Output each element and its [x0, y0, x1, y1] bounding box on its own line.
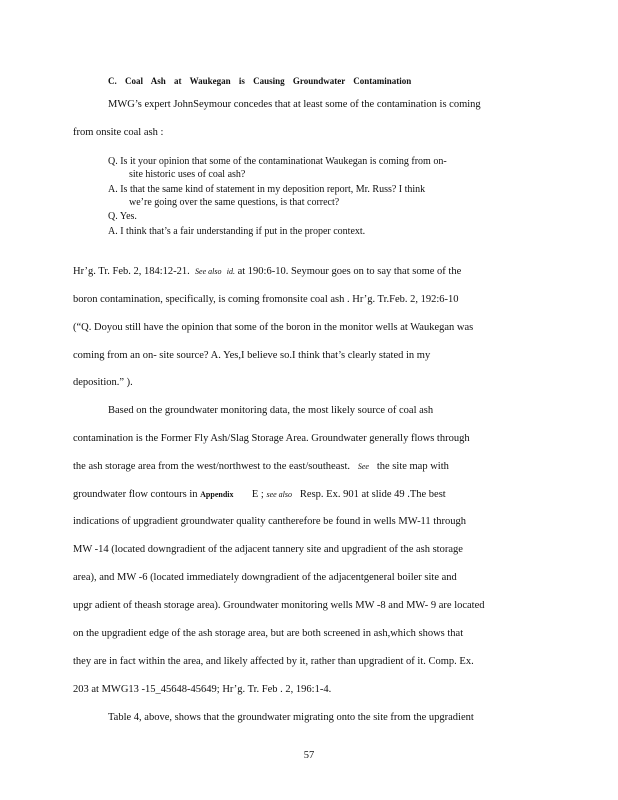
paragraph-line: (“Q. Doyou still have the opinion that some of the boron in the monitor wells at Waukegan was [73, 322, 474, 333]
quote-line: site historic uses of coal ash? [129, 169, 246, 180]
signal-see: See [357, 462, 369, 471]
paragraph-line: boron contamination, specifically, is coming fromonsite coal ash . Hr’g. Tr.Feb. 2, 192:6-10 [73, 294, 459, 305]
paragraph-text: Resp. Ex. 901 at slide 49 .The best [299, 489, 446, 500]
paragraph-line: MWG’s expert JohnSeymour concedes that at least some of the contamination is coming [108, 99, 481, 110]
paragraph-line: area), and MW -6 (located immediately downgradient of the adjacentgeneral boiler site and [73, 572, 457, 583]
citation-text: Hr’g. Tr. Feb. 2, 184:12-21. [73, 266, 190, 277]
citation-text: at 190:6-10. Seymour goes on to say that some of the [237, 266, 462, 277]
signal-see-also: See also [195, 267, 222, 276]
quote-line: Q. Yes. [108, 211, 137, 222]
paragraph-line [73, 460, 449, 474]
paragraph-line: indications of upgradient groundwater quality cantherefore be found in wells MW-11 through [73, 516, 466, 527]
paragraph-line: upgr adient of theash storage area). Groundwater monitoring wells MW -8 and MW- 9 are located [73, 600, 485, 611]
quote-line: A. Is that the same kind of statement in my deposition report, Mr. Russ? I think [108, 184, 426, 195]
paragraph-text: groundwater flow contours in [73, 489, 198, 500]
quote-line: Q. Is it your opinion that some of the contaminationat Waukegan is coming from on- [108, 156, 447, 167]
section-heading: C. Coal Ash at Waukegan is Causing Groundwater Contamination [108, 76, 412, 86]
paragraph-line: deposition.” ). [73, 377, 133, 388]
quote-line: A. I think that’s a fair understanding if put in the proper context. [108, 226, 366, 237]
page-number: 57 [303, 750, 315, 761]
paragraph-line: contamination is the Former Fly Ash/Slag Storage Area. Groundwater generally flows through [73, 433, 470, 444]
signal-see-also: see also [266, 490, 293, 499]
paragraph-line: on the upgradient edge of the ash storage area, but are both screened in ash,which shows that [73, 628, 464, 639]
paragraph-line [73, 265, 461, 279]
appendix-label: Appendix [200, 490, 234, 499]
paragraph-line: Based on the groundwater monitoring data, the most likely source of coal ash [108, 405, 434, 416]
signal-id: id. [226, 267, 235, 276]
paragraph-line [73, 488, 446, 502]
quote-line: we’re going over the same questions, is that correct? [129, 197, 340, 208]
paragraph-line: from onsite coal ash : [73, 127, 164, 138]
paragraph-line: MW -14 (located downgradient of the adjacent tannery site and upgradient of the ash storage [73, 544, 463, 555]
paragraph-line: they are in fact within the area, and likely affected by it, rather than upgradient of it. Comp. Ex. [73, 656, 474, 667]
paragraph-line: 203 at MWG13 -15_45648-45649; Hr’g. Tr. Feb . 2, 196:1-4. [73, 684, 332, 695]
paragraph-line: Table 4, above, shows that the groundwater migrating onto the site from the upgradient [108, 712, 474, 723]
paragraph-text: the ash storage area from the west/northwest to the east/southeast. [73, 461, 350, 472]
paragraph-line: coming from an on- site source? A. Yes,I believe so.I think that’s clearly stated in my [73, 350, 431, 361]
appendix-letter: E ; [251, 489, 264, 500]
paragraph-text: the site map with [376, 461, 449, 472]
